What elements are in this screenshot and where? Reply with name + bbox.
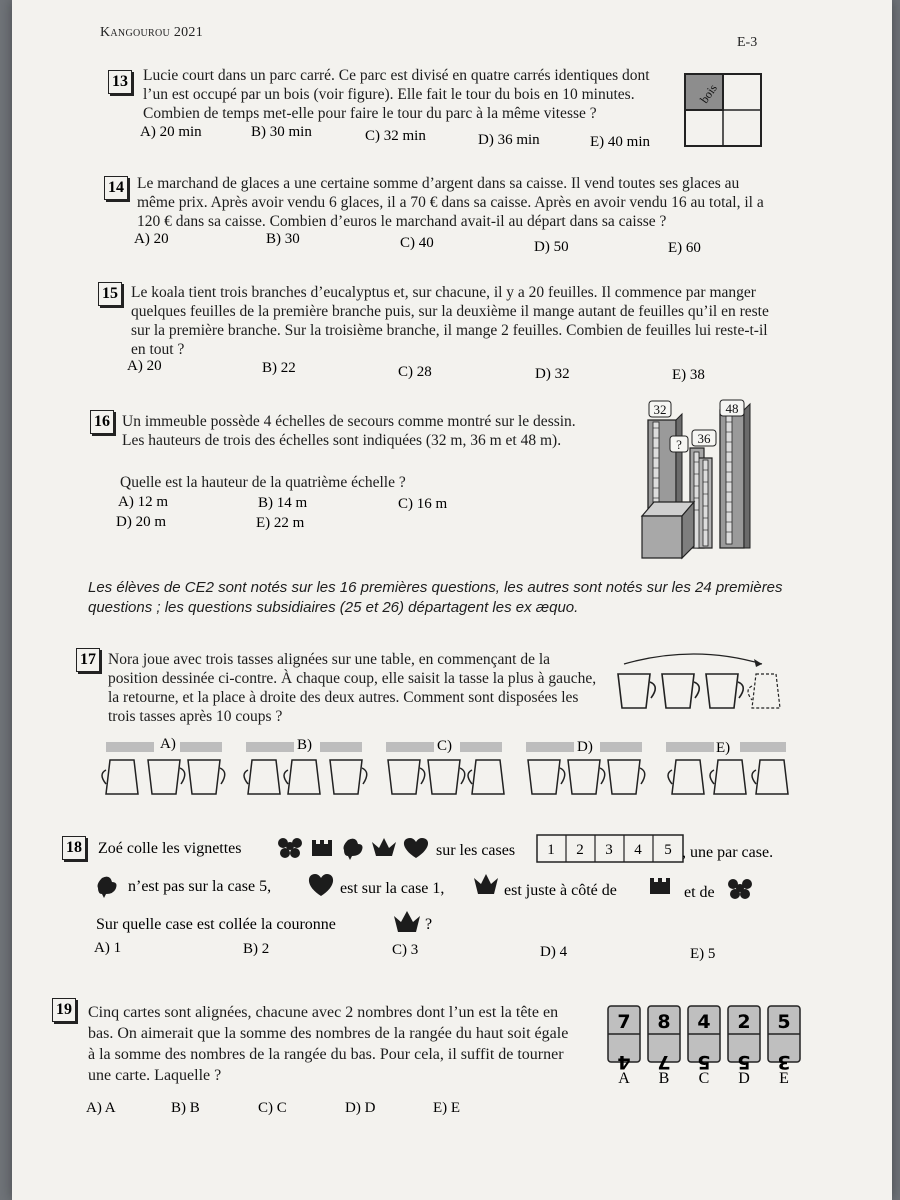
answer-14-a: A) 20: [134, 231, 169, 247]
question-16-question: Quelle est la hauteur de la quatrième échelle ?: [120, 474, 406, 491]
question-15-text: Le koala tient trois branches d’eucalyptus et, sur chacune, il y a 20 feuilles. Il commence par manger quelques feuilles de la première branche puis, sur la deuxième il mange autant de feuilles qu’il en reste sur la première branche. Sur la troisième branche, il mange 2 feuilles. Combien de feuilles lui reste-t-il en tout ?: [131, 284, 769, 358]
question-18-line3-end: ?: [425, 916, 433, 933]
card-c-bottom: 5: [697, 1051, 711, 1073]
answer-15-a: A) 20: [127, 358, 162, 374]
case-2: 2: [576, 842, 584, 858]
cups-answer-options: [100, 738, 800, 800]
card-b-label: B: [658, 1070, 670, 1087]
card-e-top: 5: [777, 1011, 791, 1033]
question-18-line1-start: Zoé colle les vignettes: [98, 840, 242, 857]
cards-figure: [606, 1004, 806, 1090]
answer-14-c: C) 40: [400, 235, 434, 251]
crown-icon: [474, 872, 500, 896]
answer-18-a: A) 1: [94, 940, 122, 956]
answer-18-b: B) 2: [243, 941, 270, 957]
answer-18-e: E) 5: [690, 946, 716, 962]
card-e: [768, 1006, 800, 1087]
answer-19-b: B) B: [171, 1100, 200, 1116]
question-number-18: 18: [62, 836, 86, 860]
answer-15-b: B) 22: [262, 360, 296, 376]
bird-icon: [98, 870, 124, 896]
answer-13-b: B) 30 min: [251, 124, 312, 140]
answer-14-e: E) 60: [668, 240, 701, 256]
wood-label: bois: [696, 81, 720, 106]
answer-19-d: D) D: [345, 1100, 376, 1116]
page-number: E-3: [737, 35, 758, 50]
card-a-top: 7: [617, 1011, 631, 1033]
question-18-line2-c: est juste à côté de: [504, 882, 617, 899]
case-1: 1: [547, 842, 555, 858]
question-14-text: Le marchand de glaces a une certaine somme d’argent dans sa caisse. Il vend toutes ses glaces au même prix. Après avoir vendu 6 glaces, il a 70 € dans sa caisse. Après en avoir vendu 16 au total, il a 120 € dans sa caisse. Combien d’euros le marchand avait-il au départ dans sa caisse ?: [137, 175, 764, 230]
answer-17-e: E): [716, 740, 731, 756]
card-e-bottom: 3: [777, 1051, 791, 1073]
question-18-line3: Sur quelle case est collée la couronne: [96, 916, 336, 933]
card-c: [688, 1006, 720, 1087]
answer-16-b: B) 14 m: [258, 495, 308, 511]
ladder-label-32: 32: [653, 402, 667, 417]
case-5: 5: [664, 842, 672, 858]
question-18-line2-a: n’est pas sur la case 5,: [128, 878, 272, 895]
question-number-14: 14: [104, 176, 128, 200]
answer-14-d: D) 50: [534, 239, 569, 255]
card-e-label: E: [779, 1070, 789, 1087]
question-17-text: Nora joue avec trois tasses alignées sur une table, en commençant de la position dessinée ci-contre. À chaque coup, elle saisit la tasse la plus à gauche, la retourne, et la place à droite des deux autres. Comment sont disposées les trois tasses après 10 coups ?: [108, 651, 597, 725]
question-16-text: Un immeuble possède 4 échelles de secours comme montré sur le dessin. Les hauteurs de trois des échelles sont indiquées (32 m, 36 m et 48 m).: [122, 413, 576, 449]
question-number-13: 13: [108, 70, 132, 94]
answer-13-e: E) 40 min: [590, 134, 650, 150]
answer-15-e: E) 38: [672, 367, 705, 383]
ladder-label-36: 36: [697, 431, 711, 446]
card-d-label: D: [738, 1070, 750, 1087]
ladder-label-48: 48: [725, 401, 739, 416]
building-ladders-figure: [636, 398, 776, 562]
answer-17-a: A): [160, 736, 176, 752]
answer-19-a: A) A: [86, 1100, 116, 1116]
card-a: [608, 1006, 640, 1087]
card-d-top: 2: [737, 1011, 751, 1033]
flower-icon: [726, 874, 754, 902]
answer-13-d: D) 36 min: [478, 132, 540, 148]
grading-note: Les élèves de CE2 sont notés sur les 16 premières questions, les autres sont notés sur les 24 premières questions ; les questions subsidiaires (25 et 26) départagent les ex æquo.: [88, 579, 783, 616]
card-b: [648, 1006, 680, 1087]
question-18-line2-d: et de: [684, 884, 715, 901]
question-number-17: 17: [76, 648, 100, 672]
answer-13-a: A) 20 min: [140, 124, 202, 140]
card-c-top: 4: [697, 1011, 711, 1033]
castle-icon: [648, 874, 674, 896]
stickers-icons: [276, 832, 436, 862]
heart-icon: [306, 870, 336, 898]
question-number-15: 15: [98, 282, 122, 306]
case-4: 4: [634, 842, 642, 858]
question-18-line1-mid: sur les cases: [436, 842, 516, 859]
cases-grid: [536, 834, 686, 864]
answer-18-c: C) 3: [392, 942, 419, 958]
card-d: [728, 1006, 760, 1087]
card-b-top: 8: [657, 1011, 671, 1033]
answer-17-c: C): [437, 738, 452, 754]
answer-15-c: C) 28: [398, 364, 432, 380]
cups-start-figure: [614, 652, 784, 718]
answer-14-b: B) 30: [266, 231, 300, 247]
card-d-bottom: 5: [737, 1051, 751, 1073]
answer-16-a: A) 12 m: [118, 494, 168, 510]
answer-17-d: D): [577, 739, 593, 755]
card-c-label: C: [698, 1070, 710, 1087]
card-a-label: A: [618, 1070, 630, 1087]
card-a-bottom: 4: [617, 1051, 631, 1073]
question-number-19: 19: [52, 998, 76, 1022]
question-number-16: 16: [90, 410, 114, 434]
answer-16-c: C) 16 m: [398, 496, 448, 512]
answer-15-d: D) 32: [535, 366, 570, 382]
answer-19-e: E) E: [433, 1100, 461, 1116]
question-18-line2-b: est sur la case 1,: [340, 880, 445, 897]
header-title: Kangourou 2021: [100, 25, 204, 40]
ladder-label-unknown: ?: [676, 437, 682, 452]
card-b-bottom: 7: [657, 1051, 671, 1073]
answer-18-d: D) 4: [540, 944, 568, 960]
answer-16-d: D) 20 m: [116, 514, 166, 530]
answer-16-e: E) 22 m: [256, 515, 305, 531]
crown-icon-question: [394, 908, 422, 934]
question-13-text: Lucie court dans un parc carré. Ce parc est divisé en quatre carrés identiques dont l’un est occupé par un bois (voir figure). Elle fait le tour du bois en 10 minutes. Combien de temps met-elle pour faire le tour du parc à la même vitesse ?: [143, 67, 650, 122]
answer-17-b: B): [297, 737, 312, 753]
question-18-line1-end: , une par case.: [682, 844, 774, 861]
question-19-text: Cinq cartes sont alignées, chacune avec 2 nombres dont l’un est la tête en bas. On aimerait que la somme des nombres de la rangée du haut soit égale à la somme des nombres de la rangée du bas. Pour cela, il suffit de tourner une carte. Laquelle ?: [88, 1004, 569, 1084]
answer-13-c: C) 32 min: [365, 128, 426, 144]
answer-19-c: C) C: [258, 1100, 287, 1116]
park-figure: [684, 73, 764, 149]
case-3: 3: [605, 842, 613, 858]
